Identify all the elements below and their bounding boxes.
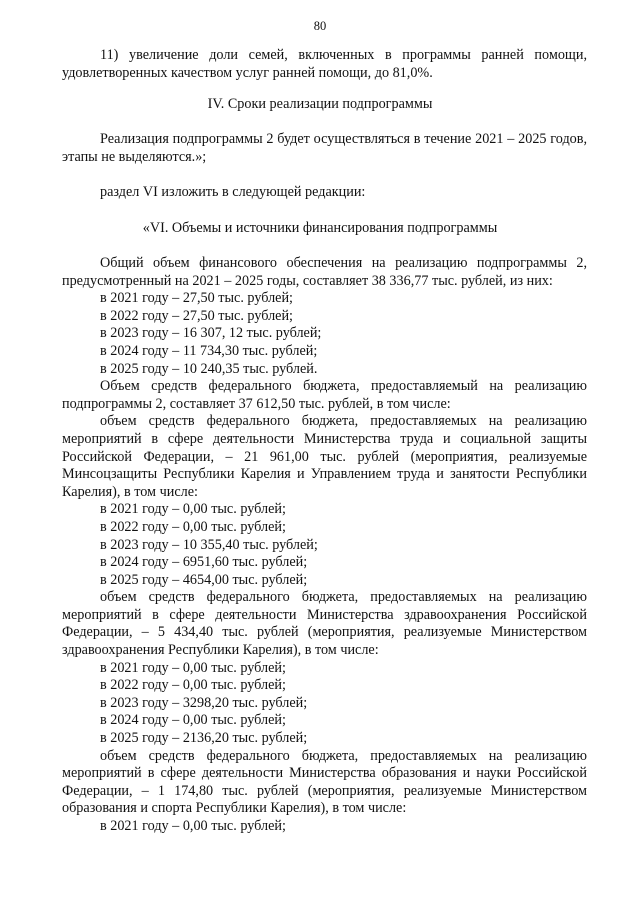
year-line: в 2023 году – 10 355,40 тыс. рублей; xyxy=(100,536,318,553)
section-4-heading: IV. Сроки реализации подпрограммы xyxy=(207,96,433,112)
year-line: в 2024 году – 6951,60 тыс. рублей; xyxy=(100,554,308,571)
year-line: в 2022 году – 27,50 тыс. рублей; xyxy=(100,307,293,324)
year-line: в 2024 году – 11 734,30 тыс. рублей; xyxy=(100,342,318,359)
item-11-text: 11) увеличение доли семей, включенных в программы ранней помощи, удовлетворенных качеством услуг ранней помощи, до 81,0%. xyxy=(62,47,587,81)
year-line: в 2025 году – 10 240,35 тыс. рублей. xyxy=(100,360,318,377)
year-line: в 2021 году – 0,00 тыс. рублей; xyxy=(100,659,286,676)
year-line: в 2021 году – 0,00 тыс. рублей; xyxy=(100,818,286,834)
item-11 xyxy=(62,47,587,82)
page-number: 80 xyxy=(313,19,327,33)
section-6-body xyxy=(62,255,587,836)
federal-financing: Объем средств федерального бюджета, предоставляемый на реализацию подпрограммы 2, составляет 37 612,50 тыс. рублей, в том числе: xyxy=(62,378,587,412)
education-years-list xyxy=(62,818,587,836)
total-financing: Общий объем финансового обеспечения на реализацию подпрограммы 2, предусмотренный на 2021 – 2025 годы, составляет 38 336,77 тыс. рублей, из них: xyxy=(62,255,587,289)
year-line: в 2021 году – 27,50 тыс. рублей; xyxy=(100,290,293,307)
education-ministry-financing: объем средств федерального бюджета, предоставляемых на реализацию мероприятий в сфере деятельности Министерства образования и науки Российской Федерации, – 1 174,80 тыс. рублей (мероприятия, реализуемые Министерством образования и спорта Республики Карелия), в том числе: xyxy=(62,747,587,817)
total-years-list xyxy=(62,290,587,378)
instruction xyxy=(62,184,587,202)
year-line: в 2023 году – 3298,20 тыс. рублей; xyxy=(100,694,308,711)
labor-years-list xyxy=(62,501,587,589)
health-ministry-financing: объем средств федерального бюджета, предоставляемых на реализацию мероприятий в сфере деятельности Министерства здравоохранения Российской Федерации, – 5 434,40 тыс. рублей (мероприятия, реализуемые Министерством здравоохранения Республики Карелия), в том числе: xyxy=(62,589,587,659)
labor-ministry-financing: объем средств федерального бюджета, предоставляемых на реализацию мероприятий в сфере деятельности Министерства труда и социальной защиты Российской Федерации, – 21 961,00 тыс. рублей (мероприятия, реализуемые Минсоцзащиты Республики Карелия и Управлением труда и занятости Республики Карелия), в том числе: xyxy=(62,413,587,500)
year-line: в 2025 году – 2136,20 тыс. рублей; xyxy=(100,730,308,747)
section-4-body xyxy=(62,131,587,166)
year-line: в 2023 году – 16 307, 12 тыс. рублей; xyxy=(100,325,322,342)
year-line: в 2022 году – 0,00 тыс. рублей; xyxy=(100,518,286,535)
year-line: в 2021 году – 0,00 тыс. рублей; xyxy=(100,501,286,518)
year-line: в 2024 году – 0,00 тыс. рублей; xyxy=(100,712,286,729)
health-years-list xyxy=(62,660,587,748)
instruction-text: раздел VI изложить в следующей редакции: xyxy=(100,184,366,200)
section-4-text: Реализация подпрограммы 2 будет осуществляться в течение 2021 – 2025 годов, этапы не выделяются.»; xyxy=(62,131,587,165)
year-line: в 2022 году – 0,00 тыс. рублей; xyxy=(100,677,286,694)
year-line: в 2025 году – 4654,00 тыс. рублей; xyxy=(100,571,308,588)
section-6-heading: «VI. Объемы и источники финансирования подпрограммы xyxy=(142,220,498,236)
